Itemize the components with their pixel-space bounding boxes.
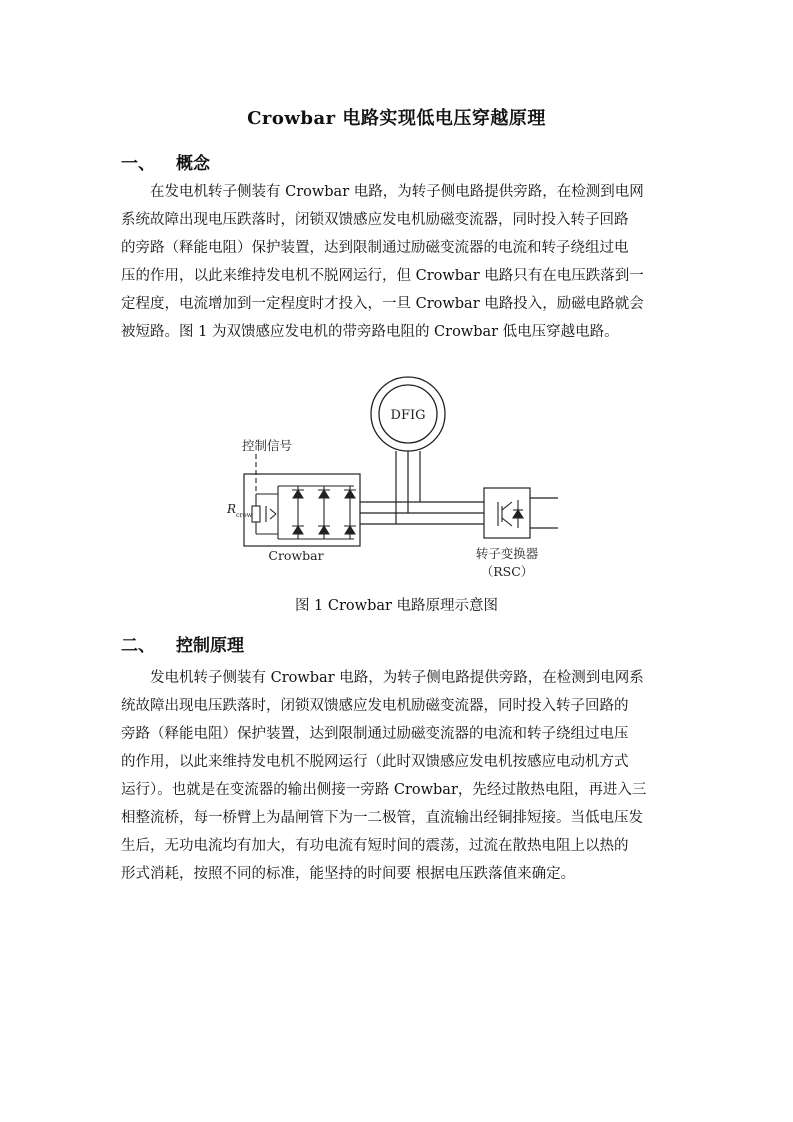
paragraph-line: 定程度，电流增加到一定程度时才投入，一旦 Crowbar 电路投入，励磁电路就会	[121, 296, 644, 312]
section-2-paragraph	[121, 664, 673, 888]
crowbar-label: Crowbar	[268, 548, 324, 563]
r-crow-subscript: crow	[236, 511, 253, 519]
section-2-number: 二、	[121, 636, 155, 656]
dfig-label: DFIG	[390, 408, 426, 423]
paragraph-line: 的旁路（释能电阻）保护装置，达到限制通过励磁变流器的电流和转子绕组过电	[121, 240, 629, 256]
document-title: Crowbar 电路实现低电压穿越原理	[247, 108, 546, 129]
section-2-heading	[121, 631, 244, 656]
crowbar-box	[244, 474, 360, 546]
section-1-number: 一、	[121, 154, 155, 174]
circuit-diagram	[220, 374, 570, 584]
bus-lines	[360, 502, 484, 524]
paragraph-line: 的作用，以此来维持发电机不脱网运行（此时双馈感应发电机按感应电动机方式	[121, 754, 629, 770]
paragraph-line: 旁路（释能电阻）保护装置，达到限制通过励磁变流器的电流和转子绕组过电压	[121, 726, 629, 742]
section-1-heading	[121, 149, 210, 174]
rsc-sublabel: （RSC）	[480, 564, 534, 579]
paragraph-line: 形式消耗，按照不同的标准，能坚持的时间要 根据电压跌落值来确定。	[121, 866, 576, 882]
section-2-title: 控制原理	[176, 636, 244, 656]
paragraph-line: 统故障出现电压跌落时，闭锁双馈感应发电机励磁变流器，同时投入转子回路的	[121, 698, 629, 714]
paragraph-line: 发电机转子侧装有 Crowbar 电路，为转子侧电路提供旁路，在检测到电网系	[150, 670, 644, 686]
paragraph-line: 在发电机转子侧装有 Crowbar 电路，为转子侧电路提供旁路，在检测到电网	[150, 184, 644, 200]
section-1-paragraph	[121, 178, 673, 346]
figure-caption: 图 1 Crowbar 电路原理示意图	[294, 598, 499, 614]
section-1-title: 概念	[176, 154, 210, 174]
crowbar-circuit-figure	[220, 374, 570, 584]
rsc-label: 转子变换器	[475, 546, 539, 561]
rectifier-bridge	[278, 486, 354, 539]
paragraph-line: 系统故障出现电压跌落时，闭锁双馈感应发电机励磁变流器，同时投入转子回路	[121, 212, 629, 228]
paragraph-line: 被短路。图 1 为双馈感应发电机的带旁路电阻的 Crowbar 低电压穿越电路。	[121, 324, 619, 340]
paragraph-line: 相整流桥，每一桥臂上为晶闸管下为一二极管，直流输出经铜排短接。当低电压发	[121, 810, 643, 826]
crowbar-resistor	[252, 494, 278, 534]
rsc-box	[484, 488, 530, 538]
paragraph-line: 压的作用，以此来维持发电机不脱网运行，但 Crowbar 电路只有在电压跌落到一	[121, 268, 644, 284]
rsc-output-lines	[530, 498, 558, 528]
paragraph-line: 运行）。也就是在变流器的输出侧接一旁路 Crowbar，先经过散热电阻，再进入三	[121, 782, 647, 798]
r-crow-label: R	[227, 502, 237, 516]
control-signal-label: 控制信号	[242, 438, 293, 453]
paragraph-line: 生后，无功电流均有加大，有功电流有短时间的震荡，过流在散热电阻上以热的	[121, 838, 629, 854]
rsc-igbt-icon	[498, 500, 523, 528]
